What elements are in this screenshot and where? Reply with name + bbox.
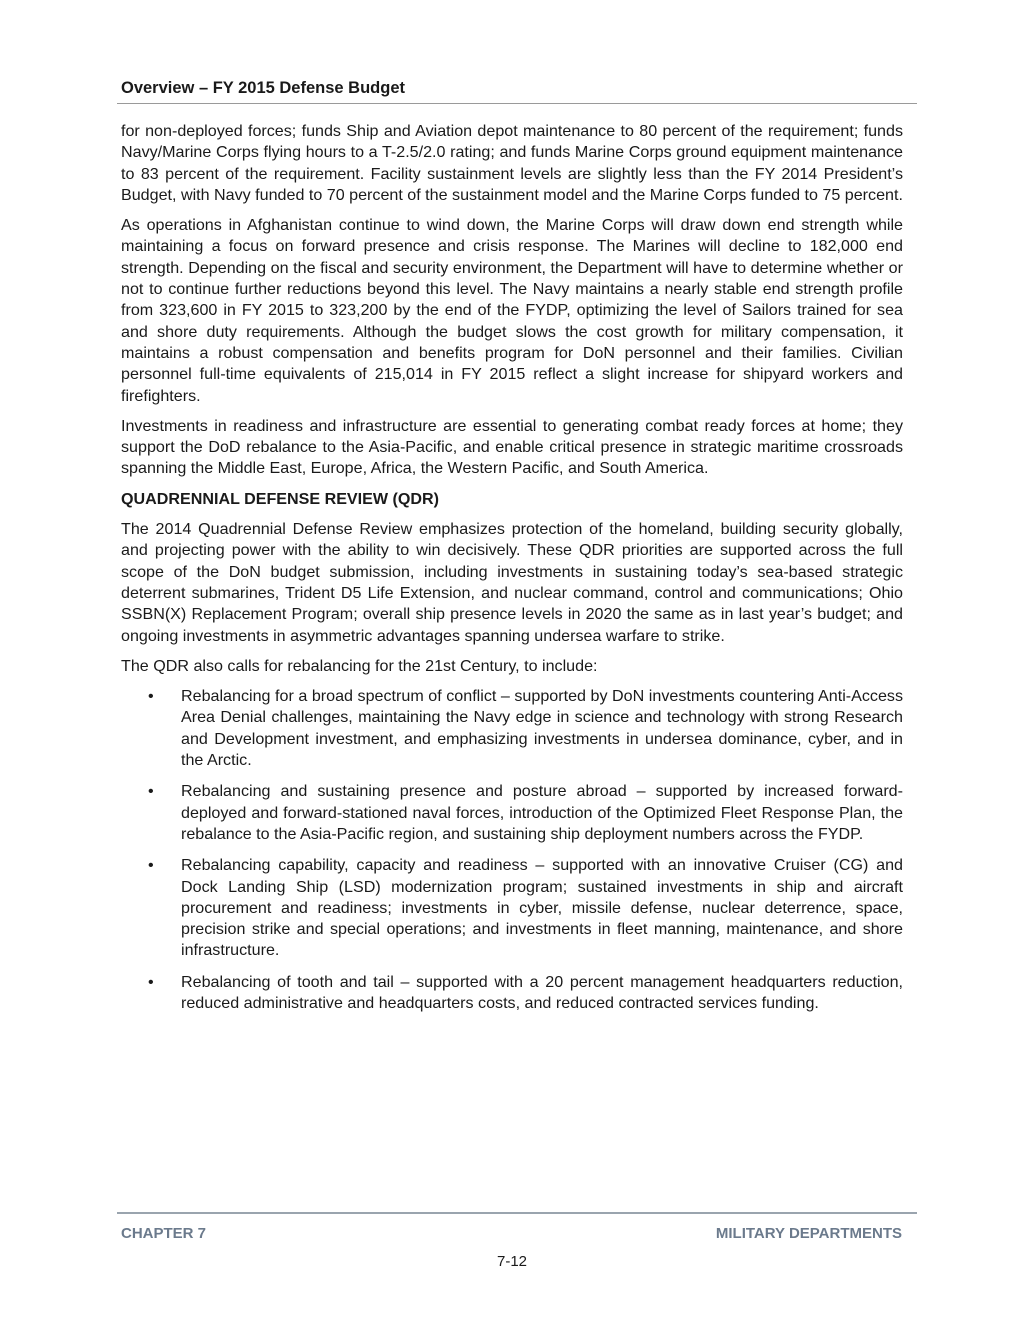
bullet-text: Rebalancing for a broad spectrum of conflict – supported by DoN investments countering Anti-Access Area Denial challenges, maintaining the Navy edge in science and technology with strong Research and Development investment, and emphasizing investments in undersea dominance, cyber, and in the Arctic. xyxy=(181,687,903,770)
rebalancing-bullet-list xyxy=(121,686,903,1014)
paragraph-qdr-priorities: The 2014 Quadrennial Defense Review emphasizes protection of the homeland, building security globally, and projecting power with the ability to win decisively. These QDR priorities are supported across the full scope of the DoN budget submission, including investments in sustaining today’s sea-based strategic deterrent submarines, Trident D5 Life Extension, and nuclear command, control and communications; Ohio SSBN(X) Replacement Program; overall ship presence levels in 2020 the same as in last year’s budget; and ongoing investments in asymmetric advantages spanning undersea warfare to strike. xyxy=(121,520,903,645)
bullet-icon: • xyxy=(148,687,154,706)
bullet-text: Rebalancing and sustaining presence and posture abroad – supported by increased forward-deployed and forward-stationed naval forces, introduction of the Optimized Fleet Response Plan, the rebalance to the Asia-Pacific region, and sustaining ship deployment numbers across the FYDP. xyxy=(181,782,903,843)
paragraph-qdr-rebalancing-intro: The QDR also calls for rebalancing for the 21st Century, to include: xyxy=(121,656,598,675)
list-item xyxy=(121,781,903,845)
paragraph-maintenance: for non-deployed forces; funds Ship and Aviation depot maintenance to 80 percent of the requirement; funds Navy/Marine Corps flying hours to a T-2.5/2.0 rating; and funds Marine Corps ground equipment maintenance to 83 percent of the requirement. Facility sustainment levels are slightly less than the FY 2014 President’s Budget, with Navy funded to 70 percent of the sustainment model and the Marine Corps funded to 75 percent. xyxy=(121,122,903,204)
section-heading-qdr: QUADRENNIAL DEFENSE REVIEW (QDR) xyxy=(121,489,440,508)
footer-chapter-label: CHAPTER 7 xyxy=(121,1225,207,1242)
document-body xyxy=(121,121,903,1024)
page-number: 7-12 xyxy=(496,1253,528,1270)
page-header-title: Overview – FY 2015 Defense Budget xyxy=(121,79,405,97)
paragraph-readiness: Investments in readiness and infrastructure are essential to generating combat ready forces at home; they support the DoD rebalance to the Asia-Pacific, and enable critical presence in strategic maritime crossroads spanning the Middle East, Europe, Africa, the Western Pacific, and South America. xyxy=(121,416,903,478)
bullet-icon: • xyxy=(148,782,154,801)
bullet-text: Rebalancing of tooth and tail – supported with a 20 percent management headquarters reduction, reduced administrative and headquarters costs, and reduced contracted services funding. xyxy=(181,972,903,1012)
bullet-icon: • xyxy=(148,856,154,875)
footer-section-label: MILITARY DEPARTMENTS xyxy=(715,1225,902,1242)
footer-divider xyxy=(117,1212,917,1214)
paragraph-end-strength: As operations in Afghanistan continue to wind down, the Marine Corps will draw down end strength while maintaining a focus on forward presence and crisis response. The Marines will decline to 182,000 end strength. Depending on the fiscal and security environment, the Department will have to determine whether or not to continue further reductions beyond this level. The Navy maintains a nearly stable end strength profile from 323,600 in FY 2015 to 323,200 by the end of the FYDP, optimizing the level of Sailors trained for sea and shore duty requirements. Although the budget slows the cost growth for military compensation, it maintains a robust compensation and benefits program for DoN personnel and their families. Civilian personnel full-time equivalents of 215,014 in FY 2015 reflect a slight increase for shipyard workers and firefighters. xyxy=(121,216,903,405)
list-item xyxy=(121,855,903,961)
bullet-text: Rebalancing capability, capacity and readiness – supported with an innovative Cruiser (CG) and Dock Landing Ship (LSD) modernization program; sustained investments in ship and aircraft procurement and readiness; investments in cyber, missile defense, nuclear deterrence, space, precision strike and special operations; and investments in fleet manning, maintenance, and shore infrastructure. xyxy=(181,856,903,960)
list-item xyxy=(121,686,903,771)
header-divider xyxy=(117,103,917,104)
bullet-icon: • xyxy=(148,972,154,991)
list-item xyxy=(121,972,903,1015)
